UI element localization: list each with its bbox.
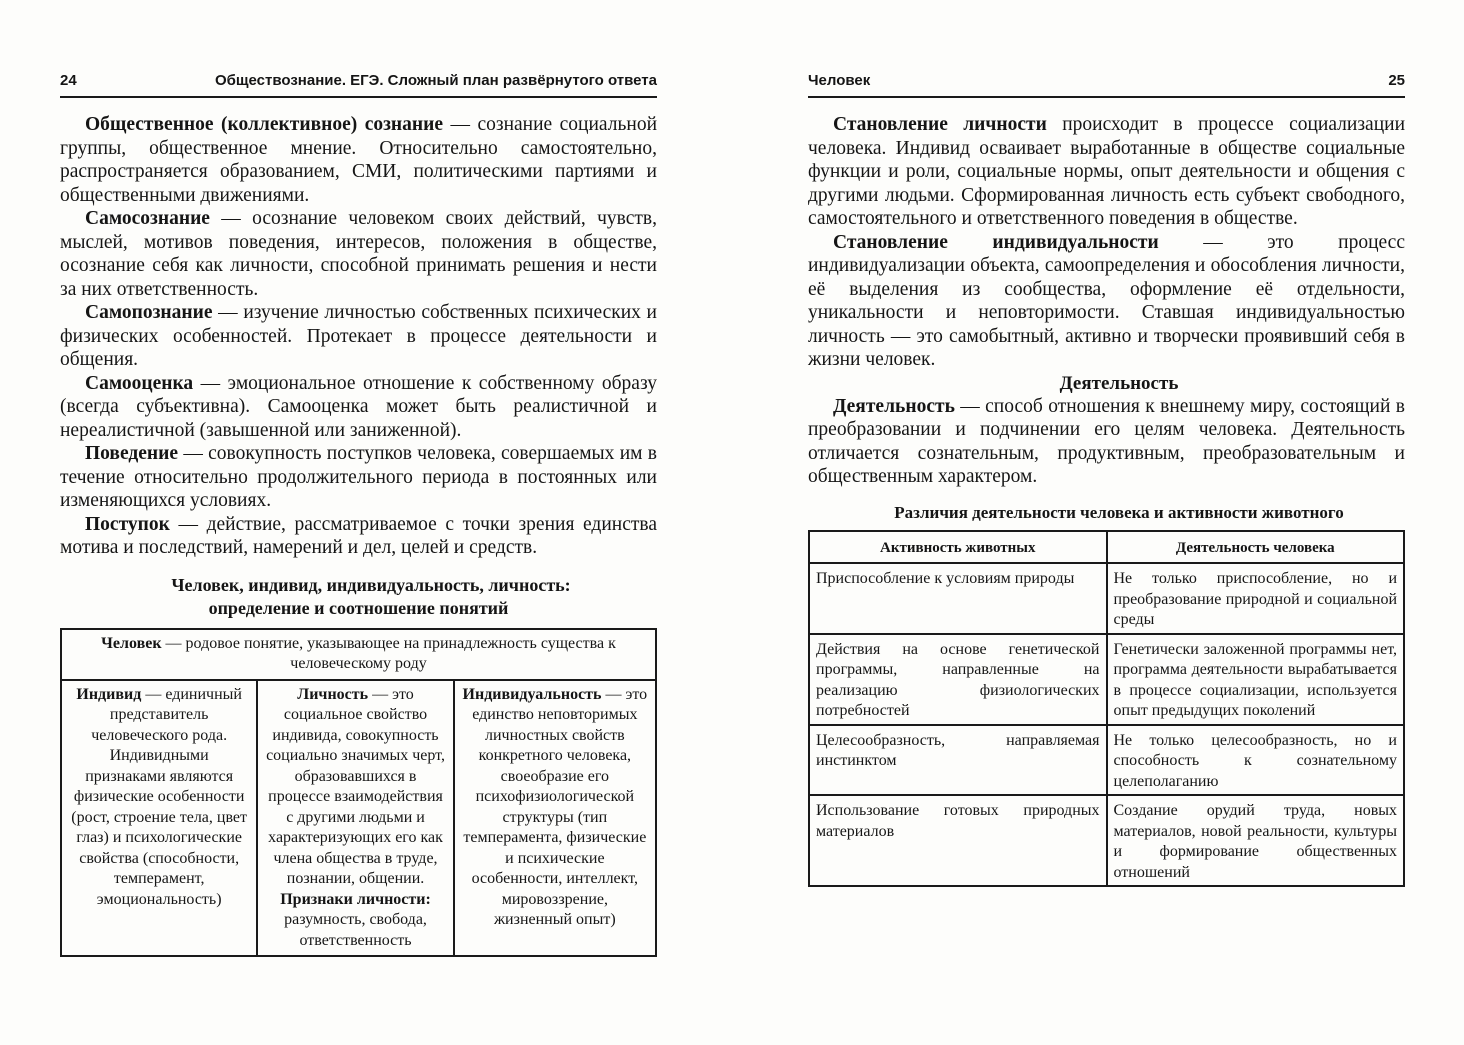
term: Индивид xyxy=(76,685,142,703)
paragraph xyxy=(60,207,657,301)
paragraph xyxy=(60,301,657,372)
term: Самооценка xyxy=(85,372,194,394)
table-cell-individual xyxy=(61,680,257,957)
table-cell: Генетически заложенной программы нет, программа деятельности вырабатывается в процессе социализации, используется опыт предыдущих поколений xyxy=(1107,634,1405,725)
table-title-line-1: Человек, индивид, индивидуальность, личность: xyxy=(171,574,571,595)
right-running-head xyxy=(808,70,1405,98)
table-row xyxy=(809,563,1404,634)
term: Личность xyxy=(297,685,369,703)
column-header: Активность животных xyxy=(809,531,1107,564)
table-cell: Создание орудий труда, новых материалов, новой реальности, культуры и формирование общественных отношений xyxy=(1107,795,1405,886)
table-title-line-2: определение и соотношение понятий xyxy=(208,597,509,618)
term: Поступок xyxy=(85,513,170,535)
sub-definition: разумность, свобода, ответственность xyxy=(284,911,427,949)
definition: — осознание человеком своих действий, чувств, мыслей, мотивов поведения, интересов, положения в обществе, осознание себя как личности, способной принимать решения и нести за них ответственность. xyxy=(60,208,657,300)
term: Самопознание xyxy=(85,302,213,323)
table-row xyxy=(809,725,1404,796)
definition: — изучение личностью собственных психических и физических особенностей. Протекает в процессе деятельности и общения. xyxy=(60,302,657,370)
table-title xyxy=(60,574,657,620)
table-cell: Использование готовых природных материалов xyxy=(809,795,1107,886)
right-body-text xyxy=(808,113,1405,887)
section-heading: Деятельность xyxy=(1059,372,1179,394)
term: Поведение xyxy=(85,443,179,464)
term: Становление личности xyxy=(833,114,1047,135)
left-page-number: 24 xyxy=(60,72,77,89)
table-cell: Не только целесообразность, но и способность к сознательному целеполаганию xyxy=(1107,725,1405,796)
term: Общественное (коллективное) сознание xyxy=(85,114,444,135)
left-page xyxy=(60,0,657,1045)
definition: — это процесс индивидуализации объекта, самоопределения и обособления личности, её выделения из сообщества, оформление её отдельности, уникальности и неповторимости. Ставшая индивидуальностью личность — это самобытный, активно и творчески проявивший себя в жизни человек. xyxy=(808,231,1405,370)
left-running-head xyxy=(60,70,657,98)
definition: — это социальное свойство индивида, совокупность социально значимых черт, образовавшихся в процессе взаимодействия с другими людьми и характеризующих его как члена общества в труде, познании, общении. xyxy=(266,685,445,887)
activity-comparison-table xyxy=(808,530,1405,888)
definition: — совокупность поступков человека, совершаемых им в течение относительно продолжительного периода в постоянных или изменяющихся условиях. xyxy=(60,443,657,511)
paragraph xyxy=(808,113,1405,231)
table-row xyxy=(809,634,1404,725)
column-header: Деятельность человека xyxy=(1107,531,1405,564)
table-cell: Не только приспособление, но и преобразование природной и социальной среды xyxy=(1107,563,1405,634)
table-cell: Действия на основе генетической программы, направленные на реализацию физиологических потребностей xyxy=(809,634,1107,725)
paragraph xyxy=(808,395,1405,489)
definition: — способ отношения к внешнему миру, состоящий в преобразовании и подчинении его целям человека. Деятельность отличается сознательным, продуктивным, преобразовательным и общественным характером. xyxy=(808,395,1405,487)
term: Индивидуальность xyxy=(462,685,602,703)
paragraph xyxy=(60,113,657,207)
paragraph xyxy=(808,231,1405,372)
right-page xyxy=(808,0,1405,1045)
definition: — эмоциональное отношение к собственному образу (всегда субъективна). Самооценка может быть реалистичной и нереалистичной (завышенной или заниженной). xyxy=(60,372,657,441)
table-cell: Целесообразность, направляемая инстинктом xyxy=(809,725,1107,796)
definition: — это единство неповторимых личностных свойств конкретного человека, своеобразие его психофизиологической структуры (тип темперамента, физические и психические особенности, интеллект, мировоззрение, жизненный опыт) xyxy=(463,685,648,928)
table-cell-individuality xyxy=(454,680,656,957)
definition: — сознание социальной группы, общественное мнение. Относительно самостоятельно, распространяется образованием, СМИ, политическими партиями и общественными движениями. xyxy=(60,114,658,206)
term: Человек xyxy=(101,634,162,652)
table-row xyxy=(809,795,1404,886)
definition: происходит в процессе социализации человека. Индивид осваивает выработанные в обществе социальные функции и роли, социальные нормы, опыт деятельности и общения с другими людьми. Сформированная личность есть субъект свободного, самостоятельного и ответственного поведения в обществе. xyxy=(808,114,1405,229)
paragraph xyxy=(60,372,657,443)
sub-term: Признаки личности: xyxy=(280,890,431,908)
table-cell: Приспособление к условиям природы xyxy=(809,563,1107,634)
definition: — родовое понятие, указывающее на принадлежность существа к человеческому роду xyxy=(161,634,616,672)
right-running-title: Человек xyxy=(808,72,871,89)
right-page-number: 25 xyxy=(1388,72,1405,89)
concepts-table xyxy=(60,628,657,958)
term: Становление индивидуальности xyxy=(833,231,1159,253)
left-body-text xyxy=(60,113,657,957)
paragraph xyxy=(60,442,657,513)
left-running-title: Обществознание. ЕГЭ. Сложный план развёрнутого ответа xyxy=(214,72,657,89)
table-title: Различия деятельности человека и активности животного xyxy=(894,502,1344,522)
term: Деятельность xyxy=(833,395,955,417)
table-header-row xyxy=(809,531,1404,564)
definition: — действие, рассматриваемое с точки зрения единства мотива и последствий, намерений и дел, целей и средств. xyxy=(60,513,657,558)
definition: — единичный представитель человеческого рода. Индивидными признаками являются физические особенности (рост, строение тела, цвет глаз) и психологические свойства (способности, темперамент, эмоциональность) xyxy=(71,685,248,908)
paragraph xyxy=(60,513,657,560)
table-cell-personality xyxy=(257,680,453,957)
table-cell-human xyxy=(61,629,656,680)
term: Самосознание xyxy=(85,208,210,229)
